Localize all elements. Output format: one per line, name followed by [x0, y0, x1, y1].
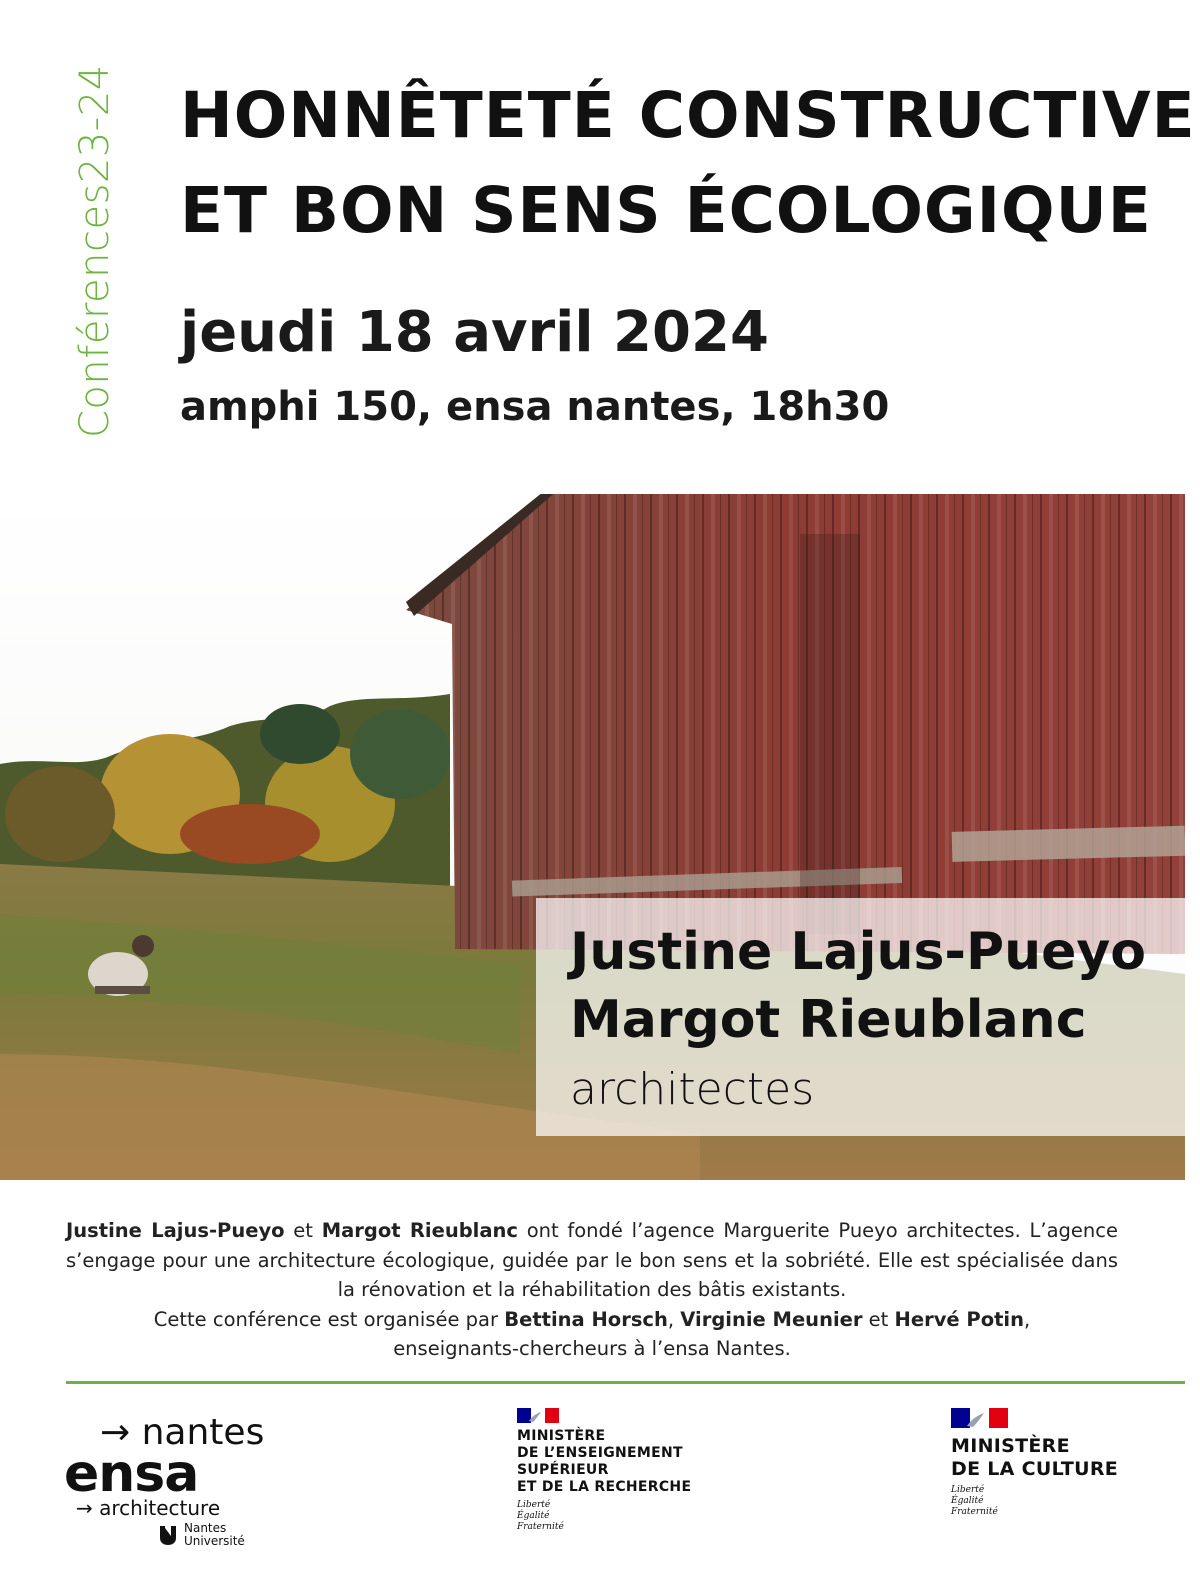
description-paragraph-3: enseignants-chercheurs à l’ensa Nantes.: [393, 1337, 791, 1361]
speaker-role: architectes: [570, 1064, 815, 1115]
description-paragraph-2: Cette conférence est organisée par Bettina Horsch, Virginie Meunier et Hervé Potin,: [153, 1307, 1031, 1331]
page-title: [180, 68, 1196, 258]
event-place-time: amphi 150, ensa nantes, 18h30: [180, 384, 890, 430]
organizer-2: Virginie Meunier: [680, 1307, 863, 1331]
organizer-1: Bettina Horsch: [504, 1307, 668, 1331]
desc-name-1: Justine Lajus-Pueyo: [66, 1219, 285, 1242]
ministry-culture-logo: MINISTÈRE DE LA CULTURE Liberté Égalité Fraternité: [951, 1408, 1118, 1518]
ministry-esr-logo: MINISTÈRE DE L’ENSEIGNEMENT SUPÉRIEUR ET DE LA RECHERCHE Liberté Égalité Fraternité: [517, 1408, 691, 1533]
marianne-flag-icon: [951, 1408, 1008, 1428]
nantes-universite-icon: [158, 1524, 178, 1546]
ensa-logo-wordmark: ensa: [64, 1444, 199, 1504]
series-label: Conférences23-24: [72, 64, 118, 438]
title-line-2: ET BON SENS ÉCOLOGIQUE: [180, 174, 1152, 247]
nantes-universite-logo: Nantes Université: [158, 1522, 268, 1552]
divider: [66, 1381, 1185, 1384]
ensa-logo-architecture: → architecture: [76, 1496, 221, 1520]
ensa-logo-nantes: → nantes: [100, 1412, 265, 1453]
desc-name-2: Margot Rieublanc: [321, 1219, 518, 1242]
description-paragraph-1: Justine Lajus-Pueyo et Margot Rieublanc ont fondé l’agence Marguerite Pueyo architectes. L’agence s’engage pour une architecture écologique, guidée par le bon sens et la sobriété. Elle est spécialisée dans la rénovation et la réhabilitation des bâtis existants.: [66, 1219, 1119, 1302]
organizer-3: Hervé Potin: [894, 1307, 1024, 1331]
speaker-name-1: Justine Lajus-Pueyo: [570, 922, 1147, 982]
marianne-flag-icon: [517, 1408, 559, 1423]
description: [66, 1216, 1118, 1364]
title-line-1: HONNÊTETÉ CONSTRUCTIVE: [180, 79, 1196, 152]
event-date: jeudi 18 avril 2024: [180, 300, 769, 365]
speaker-name-2: Margot Rieublanc: [570, 990, 1087, 1050]
